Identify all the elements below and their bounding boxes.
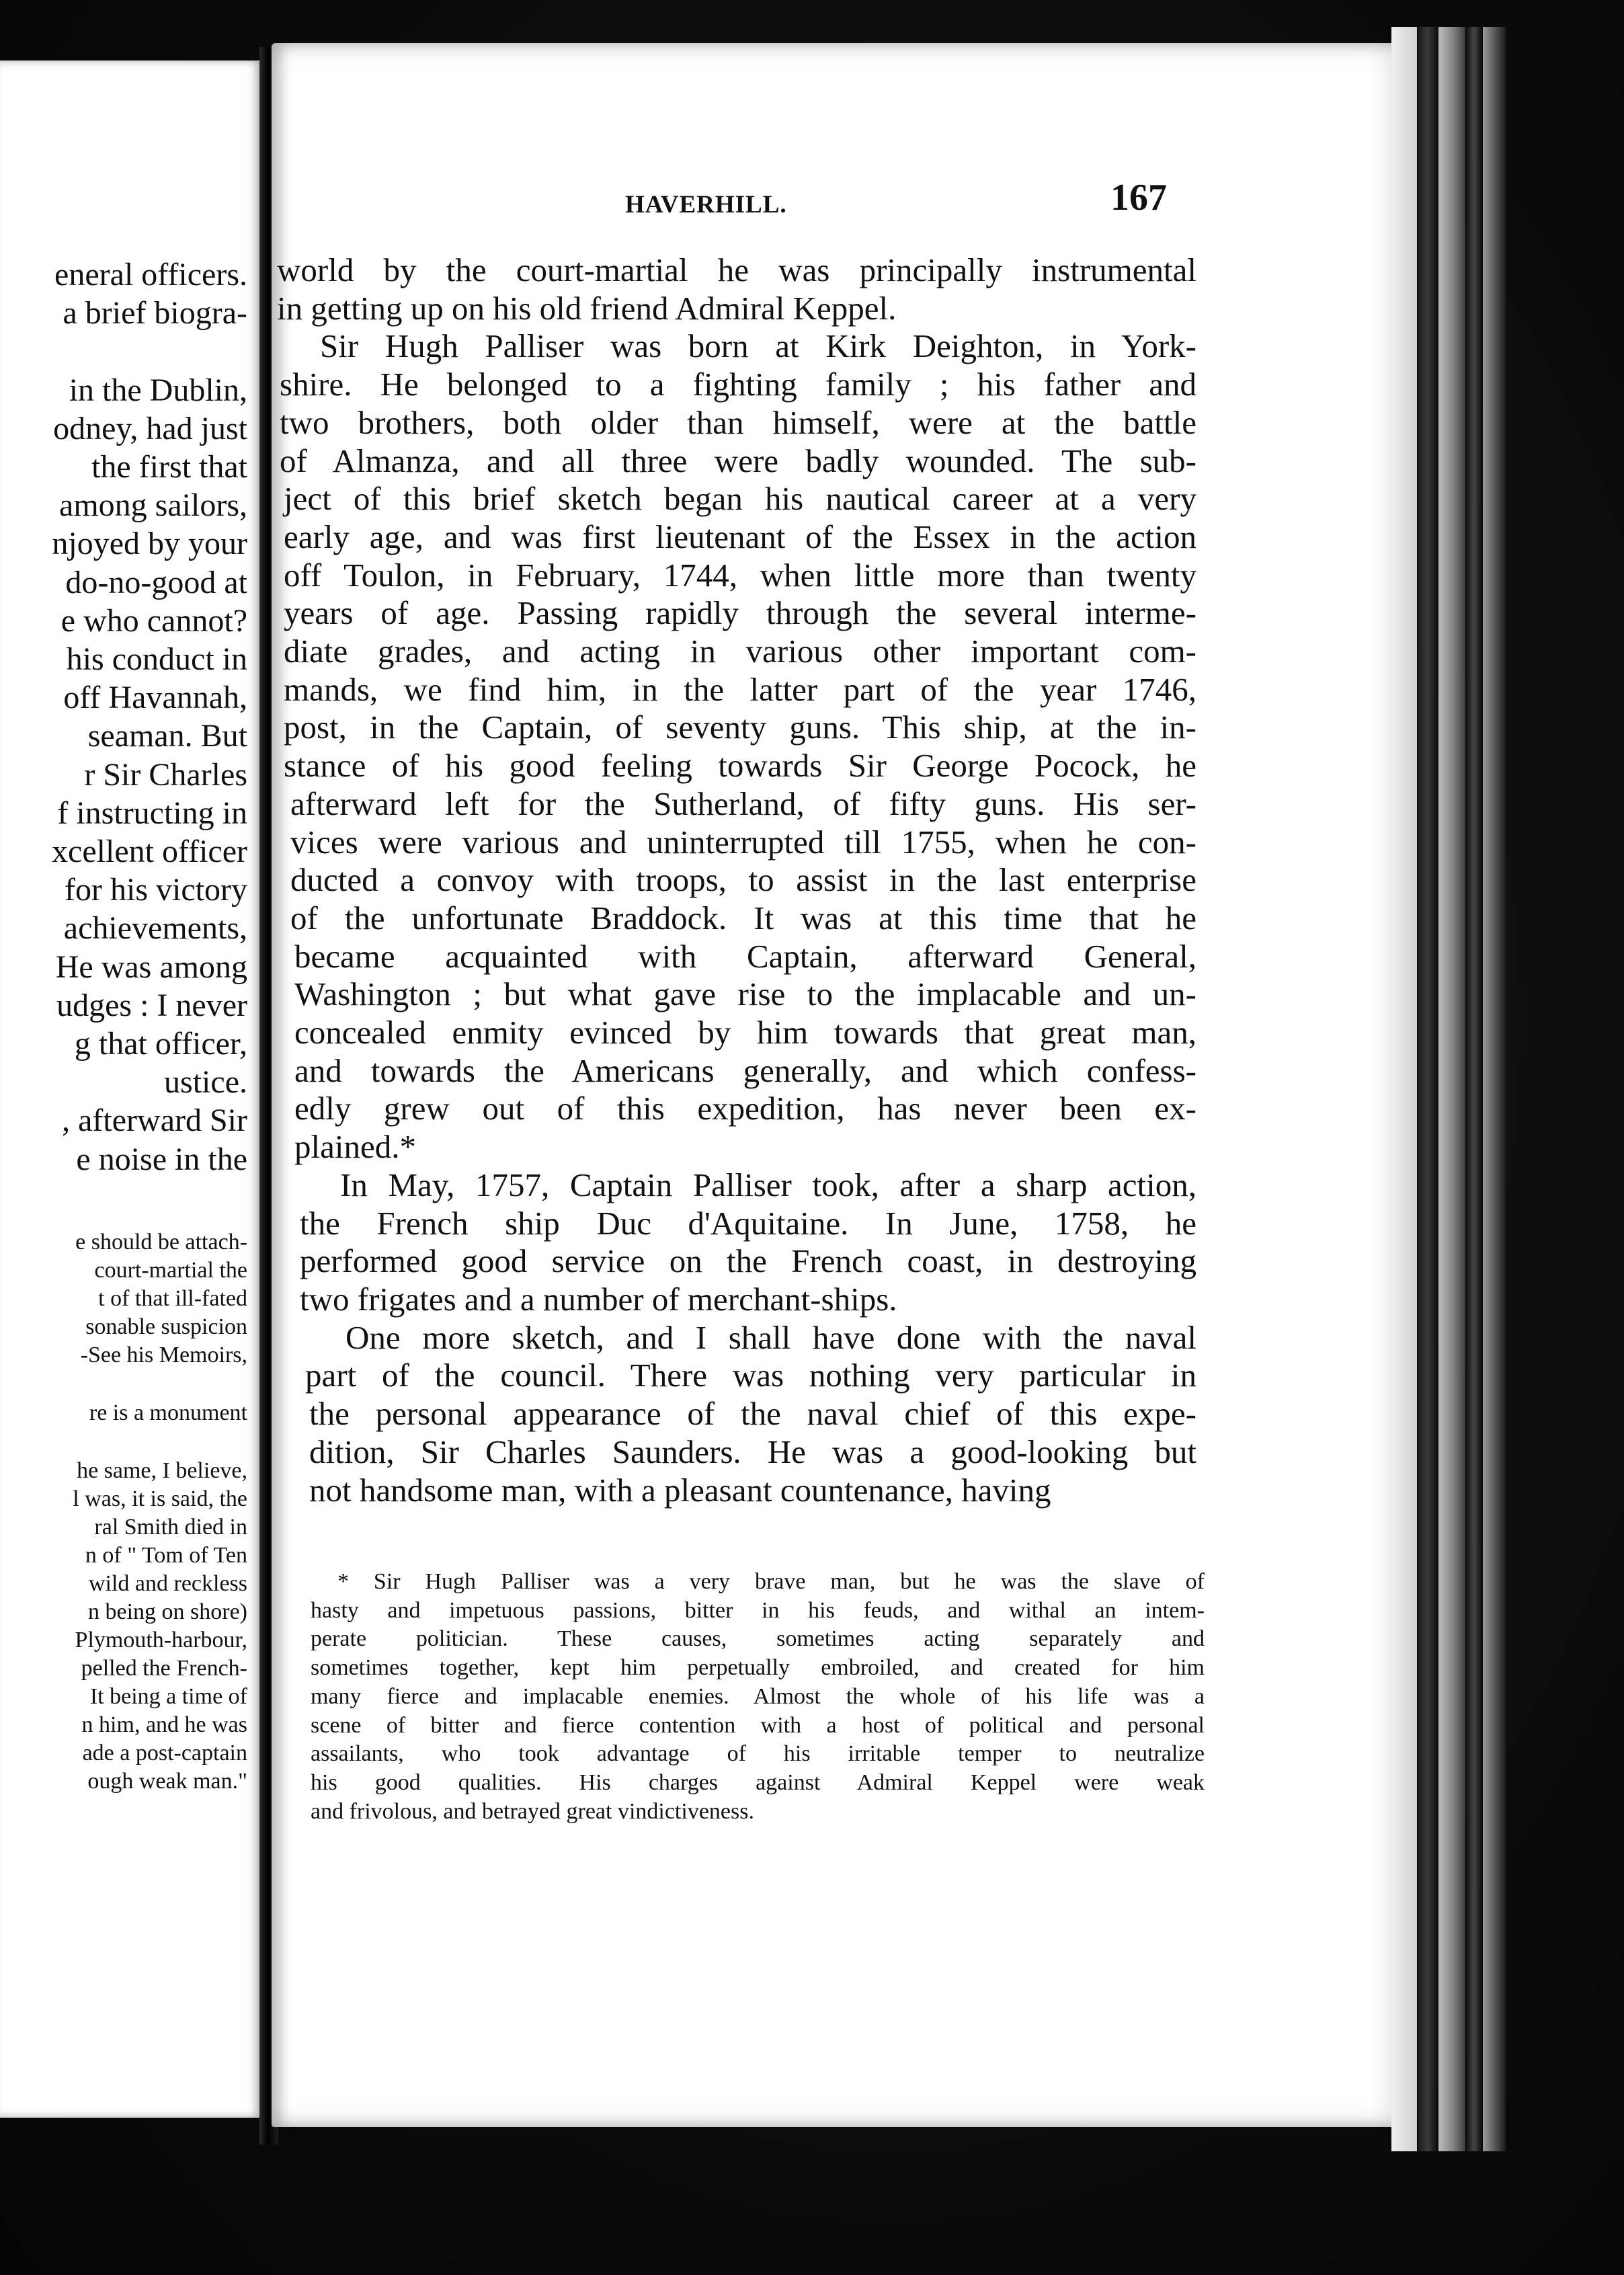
text-line: performed good service on the French coast, in destroying xyxy=(300,1242,1196,1280)
left-page-note-line: ade a post-captain xyxy=(82,1740,247,1765)
left-page-note-line: t of that ill-fated xyxy=(98,1285,247,1311)
left-page-line xyxy=(5,332,247,370)
footnote-line: perate politician. These causes, sometimes acting separately and xyxy=(311,1626,1205,1652)
left-page-line: among sailors, xyxy=(59,487,247,524)
left-page-note-line: -See his Memoirs, xyxy=(80,1342,247,1367)
left-page-note-line: ough weak man." xyxy=(87,1768,247,1794)
left-page-line: f instructing in xyxy=(57,795,247,831)
left-page-note-line: n being on shore) xyxy=(87,1599,247,1624)
text-line: in getting up on his old friend Admiral Keppel. xyxy=(277,289,897,327)
footnote-line: scene of bitter and fierce contention with a host of political and personal xyxy=(311,1712,1205,1738)
left-facing-page xyxy=(0,61,263,2118)
paragraph xyxy=(277,327,1196,1166)
text-line: ject of this brief sketch began his nautical career at a very xyxy=(284,480,1196,518)
left-page-line: off Havannah, xyxy=(63,680,247,716)
left-page-note-line: re is a monument xyxy=(89,1400,247,1425)
paragraph xyxy=(277,251,1196,327)
left-page-line: achievements, xyxy=(63,910,247,947)
page-edge-strip xyxy=(1438,27,1465,2151)
text-line: dition, Sir Charles Saunders. He was a good-looking but xyxy=(309,1433,1196,1470)
left-page-line: , afterward Sir xyxy=(62,1103,247,1139)
paragraph xyxy=(277,1166,1196,1319)
left-page-line: e who cannot? xyxy=(60,602,247,639)
footnote-line: and frivolous, and betrayed great vindictiveness. xyxy=(311,1798,754,1824)
left-page-body xyxy=(5,255,247,1179)
text-line: diate grades, and acting in various other important com- xyxy=(284,633,1196,670)
left-page-line: his conduct in xyxy=(66,641,247,678)
left-page-line: e noise in the xyxy=(76,1141,247,1177)
text-line: afterward left for the Sutherland, of fifty guns. His ser- xyxy=(290,785,1196,822)
left-page-note-line: court-martial the xyxy=(94,1257,247,1283)
text-line: of the unfortunate Braddock. It was at this time that he xyxy=(290,899,1196,936)
footnote-line: assailants, who took advantage of his irritable temper to neutralize xyxy=(311,1741,1205,1767)
left-page-line: in the Dublin, xyxy=(69,372,247,408)
footnote-line: hasty and impetuous passions, bitter in his feuds, and withal an intem- xyxy=(311,1597,1205,1623)
left-page-note-line: l was, it is said, the xyxy=(73,1486,247,1511)
text-line: Sir Hugh Palliser was born at Kirk Deighton, in York- xyxy=(320,327,1196,365)
left-page-note-line: sonable suspicion xyxy=(85,1314,247,1339)
left-page-line: do-no-good at xyxy=(65,564,247,600)
footnote-line: many fierce and implacable enemies. Almost the whole of his life was a xyxy=(311,1683,1205,1709)
page-edges xyxy=(1391,27,1519,2151)
left-page-line: njoyed by your xyxy=(52,526,247,562)
text-line: two brothers, both older than himself, were at the battle xyxy=(280,403,1196,441)
page-edge-strip xyxy=(1391,27,1417,2151)
main-body-text xyxy=(277,251,1196,1509)
text-line: off Toulon, in February, 1744, when little more than twenty xyxy=(284,556,1196,594)
left-page-note-line: ral Smith died in xyxy=(94,1514,247,1540)
footnote xyxy=(311,1568,1205,1826)
text-line: One more sketch, and I shall have done with the naval xyxy=(346,1318,1196,1356)
left-page-note-line: wild and reckless xyxy=(88,1570,247,1596)
text-line: years of age. Passing rapidly through the several interme- xyxy=(284,594,1196,632)
left-page-line: r Sir Charles xyxy=(84,756,247,793)
text-line: and towards the Americans generally, and which confess- xyxy=(294,1051,1196,1089)
text-line: concealed enmity evinced by him towards that great man, xyxy=(294,1014,1196,1051)
text-line: stance of his good feeling towards Sir George Pocock, he xyxy=(284,747,1196,785)
text-line: In May, 1757, Captain Palliser took, after a sharp action, xyxy=(340,1166,1196,1203)
left-page-line: He was among xyxy=(55,949,247,985)
footnote-line: sometimes together, kept him perpetually embroiled, and created for him xyxy=(311,1655,1205,1681)
running-head: HAVERHILL. xyxy=(625,191,787,218)
text-line: became acquainted with Captain, afterward General, xyxy=(294,937,1196,975)
text-line: the personal appearance of the naval chief of this expe- xyxy=(309,1395,1196,1433)
text-line: early age, and was first lieutenant of the Essex in the action xyxy=(284,518,1196,555)
text-line: of Almanza, and all three were badly wounded. The sub- xyxy=(280,442,1196,479)
text-line: post, in the Captain, of seventy guns. This ship, at the in- xyxy=(284,709,1196,746)
left-page-line: udges : I never xyxy=(56,987,247,1023)
left-page-line: ustice. xyxy=(164,1064,247,1101)
text-line: part of the council. There was nothing very particular in xyxy=(305,1357,1196,1394)
left-page-note-line: n him, and he was xyxy=(81,1712,247,1737)
text-line: ducted a convoy with troops, to assist in the last enterprise xyxy=(290,861,1196,899)
left-page-line: g that officer, xyxy=(74,1026,247,1062)
left-page-note-line: It being a time of xyxy=(89,1683,247,1709)
text-line: plained.* xyxy=(294,1128,416,1166)
text-line: world by the court-martial he was principally instrumental xyxy=(277,251,1196,288)
left-page-note-line: he same, I believe, xyxy=(77,1458,247,1483)
paragraph xyxy=(277,1319,1196,1510)
text-line: the French ship Duc d'Aquitaine. In June, 1758, he xyxy=(300,1204,1196,1242)
left-page-line: for his victory xyxy=(65,872,247,908)
left-page-note-line: n of " Tom of Ten xyxy=(85,1542,247,1568)
text-line: edly grew out of this expedition, has never been ex- xyxy=(294,1090,1196,1127)
left-page-note-line: pelled the French- xyxy=(81,1655,247,1681)
footnote-line: * Sir Hugh Palliser was a very brave man, but he was the slave of xyxy=(337,1569,1205,1594)
left-page-note-line: e should be attach- xyxy=(75,1229,247,1254)
page-edge-strip xyxy=(1467,27,1481,2151)
text-line: vices were various and uninterrupted till 1755, when he con- xyxy=(290,823,1196,861)
left-page-line: seaman. But xyxy=(87,718,247,754)
page-number: 167 xyxy=(1110,177,1167,218)
left-page-line: the first that xyxy=(91,449,247,485)
left-page-line: a brief biogra- xyxy=(63,295,247,331)
left-page-note-line: Plymouth-harbour, xyxy=(75,1627,247,1652)
page-edge-strip xyxy=(1483,27,1506,2151)
text-line: two frigates and a number of merchant-ships. xyxy=(300,1280,897,1318)
page-edge-strip xyxy=(1418,27,1437,2151)
left-page-notes xyxy=(5,1228,247,1796)
text-line: not handsome man, with a pleasant countenance, having xyxy=(309,1471,1051,1509)
footnote-line: his good qualities. His charges against Admiral Keppel were weak xyxy=(311,1769,1205,1795)
left-page-text-fragment xyxy=(5,255,247,1796)
left-page-line: xcellent officer xyxy=(52,834,247,870)
text-line: mands, we find him, in the latter part of the year 1746, xyxy=(284,670,1196,708)
left-page-line: eneral officers. xyxy=(54,257,247,292)
left-page-line: odney, had just xyxy=(53,410,247,446)
text-line: Washington ; but what gave rise to the implacable and un- xyxy=(294,975,1196,1013)
text-line: shire. He belonged to a fighting family ; his father and xyxy=(280,366,1196,403)
